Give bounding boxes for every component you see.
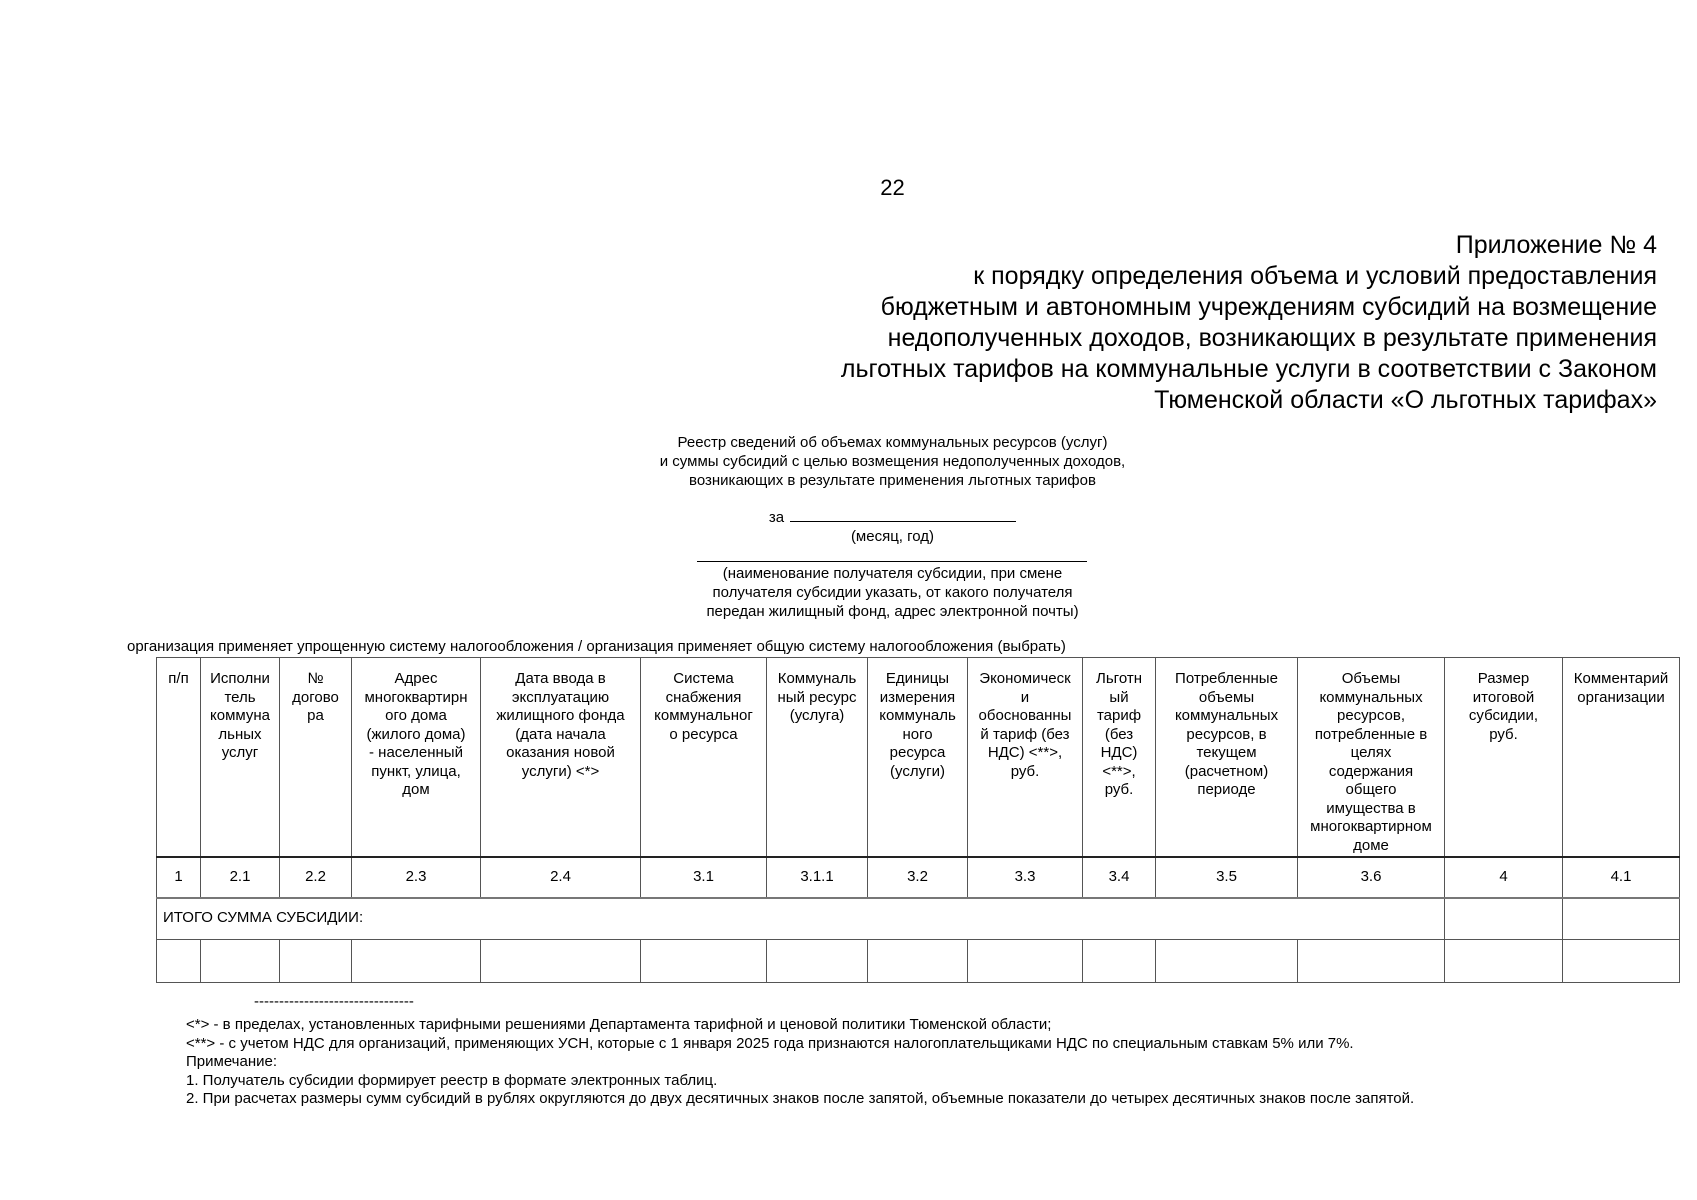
empty-cell[interactable] <box>352 939 481 982</box>
column-number: 2.1 <box>201 857 280 898</box>
note-item: 1. Получатель субсидии формирует реестр в формате электронных таблиц. <box>186 1071 718 1089</box>
header-row <box>157 658 1680 857</box>
annex-line: Тюменской области «О льготных тарифах» <box>1154 386 1657 414</box>
column-number: 4.1 <box>1563 857 1680 898</box>
annex-line: к порядку определения объема и условий предоставления <box>973 262 1657 290</box>
empty-cell[interactable] <box>641 939 767 982</box>
footnote-item: <*> - в пределах, установленных тарифными решениями Департамента тарифной и ценовой политики Тюменской области; <box>186 1016 1052 1033</box>
column-header: Единицы измерения коммуналь ного ресурса (услуги) <box>868 658 968 857</box>
tax-system-line: организация применяет упрощенную систему налогообложения / организация применяет общую систему налогообложения (выбрать) <box>127 638 1066 655</box>
empty-cell[interactable] <box>481 939 641 982</box>
recipient-caption-line: (наименование получателя субсидии, при смене <box>722 565 1063 582</box>
column-number: 3.1 <box>641 857 767 898</box>
page-number: 22 <box>880 175 905 200</box>
column-header: Потребленные объемы коммунальных ресурсов, в текущем (расчетном) периоде <box>1156 658 1298 857</box>
column-header: № догово ра <box>280 658 352 857</box>
empty-cell[interactable] <box>157 939 201 982</box>
column-header: Адрес многоквартирн ого дома (жилого дома) - населенный пункт, улица, дом <box>352 658 481 857</box>
column-header: Размер итоговой субсидии, руб. <box>1445 658 1563 857</box>
period-blank <box>790 507 1016 522</box>
column-number: 2.2 <box>280 857 352 898</box>
empty-cell[interactable] <box>201 939 280 982</box>
note-heading: Примечание: <box>186 1053 277 1070</box>
total-row <box>157 898 1680 940</box>
column-header: Комментарий организации <box>1563 658 1680 857</box>
column-number: 2.3 <box>352 857 481 898</box>
empty-cell[interactable] <box>1445 939 1563 982</box>
total-comment-cell[interactable] <box>1563 898 1680 940</box>
column-header: Дата ввода в эксплуатацию жилищного фонда (дата начала оказания новой услуги) <*> <box>481 658 641 857</box>
registry-table <box>156 657 1680 983</box>
registry-title <box>600 433 1185 490</box>
column-header: Объемы коммунальных ресурсов, потребленные в целях содержания общего имущества в многоквартирном доме <box>1298 658 1445 857</box>
footnote-separator: -------------------------------- <box>254 993 414 1010</box>
column-number: 3.6 <box>1298 857 1445 898</box>
column-number: 3.4 <box>1083 857 1156 898</box>
column-header: Коммуналь ный ресурс (услуга) <box>767 658 868 857</box>
recipient-caption-line: передан жилищный фонд, адрес электронной почты) <box>706 603 1079 620</box>
column-header: Экономическ и обоснованны й тариф (без НДС) <**>, руб. <box>968 658 1083 857</box>
column-number-row <box>157 857 1680 898</box>
recipient-blank-line <box>697 561 1087 562</box>
empty-cell[interactable] <box>280 939 352 982</box>
column-header: Исполни тель коммуна льных услуг <box>201 658 280 857</box>
registry-title-line: возникающих в результате применения льготных тарифов <box>689 472 1096 489</box>
annex-line: Приложение № 4 <box>1455 231 1657 259</box>
column-number: 3.2 <box>868 857 968 898</box>
note-item: 2. При расчетах размеры сумм субсидий в рублях округляются до двух десятичных знаков после запятой, объемные показатели до четырех десятичных знаков после запятой. <box>186 1090 1415 1107</box>
footnotes <box>186 1016 1414 1109</box>
column-number: 2.4 <box>481 857 641 898</box>
total-subsidy-cell[interactable] <box>1445 898 1563 940</box>
annex-line: недополученных доходов, возникающих в результате применения <box>887 324 1657 352</box>
total-label: ИТОГО СУММА СУБСИДИИ: <box>157 898 1445 940</box>
registry-title-line: Реестр сведений об объемах коммунальных ресурсов (услуг) <box>677 434 1108 451</box>
period-caption: (месяц, год) <box>850 528 935 545</box>
column-number: 3.1.1 <box>767 857 868 898</box>
empty-cell[interactable] <box>1083 939 1156 982</box>
column-header: Льготн ый тариф (без НДС) <**>, руб. <box>1083 658 1156 857</box>
column-number: 4 <box>1445 857 1563 898</box>
empty-row <box>157 939 1680 982</box>
empty-cell[interactable] <box>868 939 968 982</box>
recipient-caption-line: получателя субсидии указать, от какого получателя <box>712 584 1073 601</box>
empty-cell[interactable] <box>767 939 868 982</box>
footnote-item: <**> - с учетом НДС для организаций, применяющих УСН, которые с 1 января 2025 года признаются налогоплательщиками НДС по специальным ставкам 5% или 7%. <box>186 1034 1354 1052</box>
annex-line: бюджетным и автономным учреждениям субсидий на возмещение <box>880 293 1657 321</box>
column-number: 3.3 <box>968 857 1083 898</box>
recipient-caption <box>600 564 1185 621</box>
column-number: 3.5 <box>1156 857 1298 898</box>
column-header: п/п <box>157 658 201 857</box>
period-field <box>600 507 1185 527</box>
empty-cell[interactable] <box>1563 939 1680 982</box>
empty-cell[interactable] <box>968 939 1083 982</box>
column-number: 1 <box>157 857 201 898</box>
annex-line: льготных тарифов на коммунальные услуги в соответствии с Законом <box>840 355 1657 383</box>
annex-heading <box>841 230 1657 416</box>
period-prefix: за <box>768 509 785 526</box>
empty-cell[interactable] <box>1156 939 1298 982</box>
registry-title-line: и суммы субсидий с целью возмещения недополученных доходов, <box>659 453 1126 470</box>
column-header: Система снабжения коммунальног о ресурса <box>641 658 767 857</box>
empty-cell[interactable] <box>1298 939 1445 982</box>
